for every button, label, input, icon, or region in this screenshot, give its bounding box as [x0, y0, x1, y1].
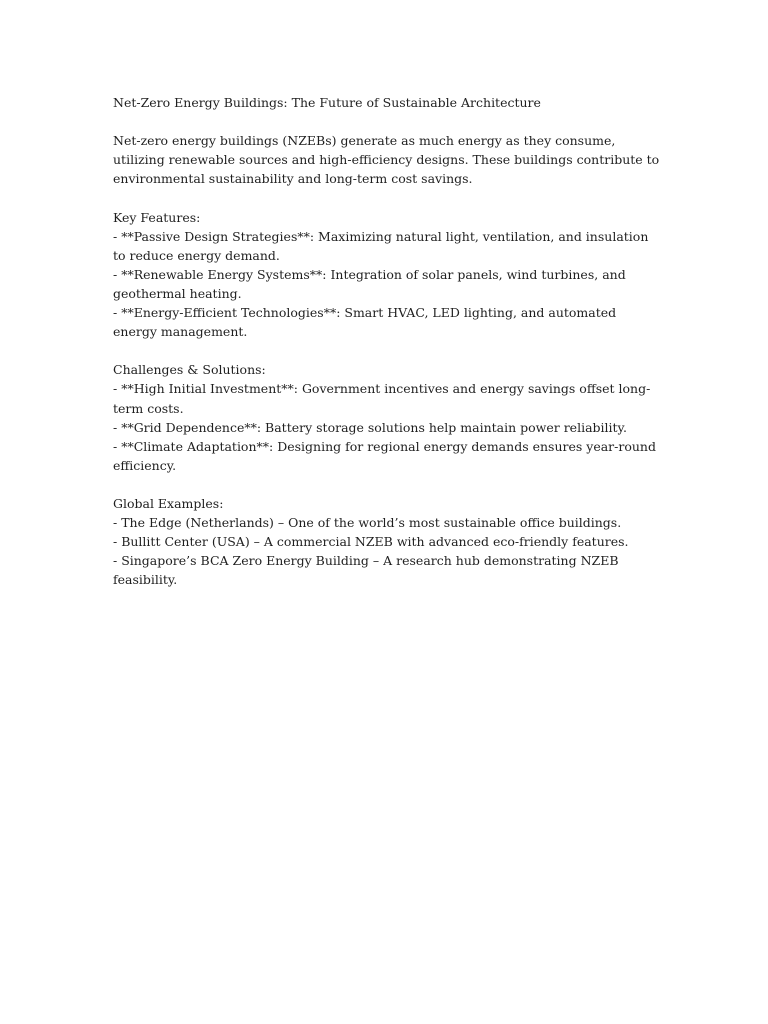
challenges-heading: Challenges & Solutions: — [113, 362, 266, 378]
key-feature-item: - **Renewable Energy Systems**: Integration of solar panels, wind turbines, and geothermal heating. — [113, 266, 626, 301]
key-feature-item: - **Passive Design Strategies**: Maximizing natural light, ventilation, and insulation to reduce energy demand. — [113, 228, 649, 263]
document-body — [113, 93, 661, 589]
spacer — [113, 188, 661, 207]
example-item: - The Edge (Netherlands) – One of the world’s most sustainable office buildings. — [113, 515, 622, 531]
spacer — [113, 341, 661, 360]
spacer — [113, 475, 661, 494]
document-title: Net-Zero Energy Buildings: The Future of Sustainable Architecture — [113, 95, 541, 110]
example-item: - Bullitt Center (USA) – A commercial NZEB with advanced eco-friendly features. — [113, 534, 629, 550]
challenge-item: - **Grid Dependence**: Battery storage solutions help maintain power reliability. — [113, 419, 627, 435]
challenge-item: - **High Initial Investment**: Government incentives and energy savings offset long-term costs. — [113, 381, 651, 416]
challenge-item: - **Climate Adaptation**: Designing for regional energy demands ensures year-round efficiency. — [113, 438, 656, 473]
examples-heading: Global Examples: — [113, 495, 224, 511]
key-feature-item: - **Energy-Efficient Technologies**: Smart HVAC, LED lighting, and automated energy management. — [113, 305, 617, 340]
key-features-heading: Key Features: — [113, 209, 201, 225]
spacer — [113, 112, 661, 131]
intro-paragraph: Net-zero energy buildings (NZEBs) generate as much energy as they consume, utilizing renewable sources and high-efficiency designs. These buildings contribute to environmental sustainability and long-term cost savings. — [113, 133, 660, 187]
example-item: - Singapore’s BCA Zero Energy Building – A research hub demonstrating NZEB feasibility. — [113, 553, 619, 588]
